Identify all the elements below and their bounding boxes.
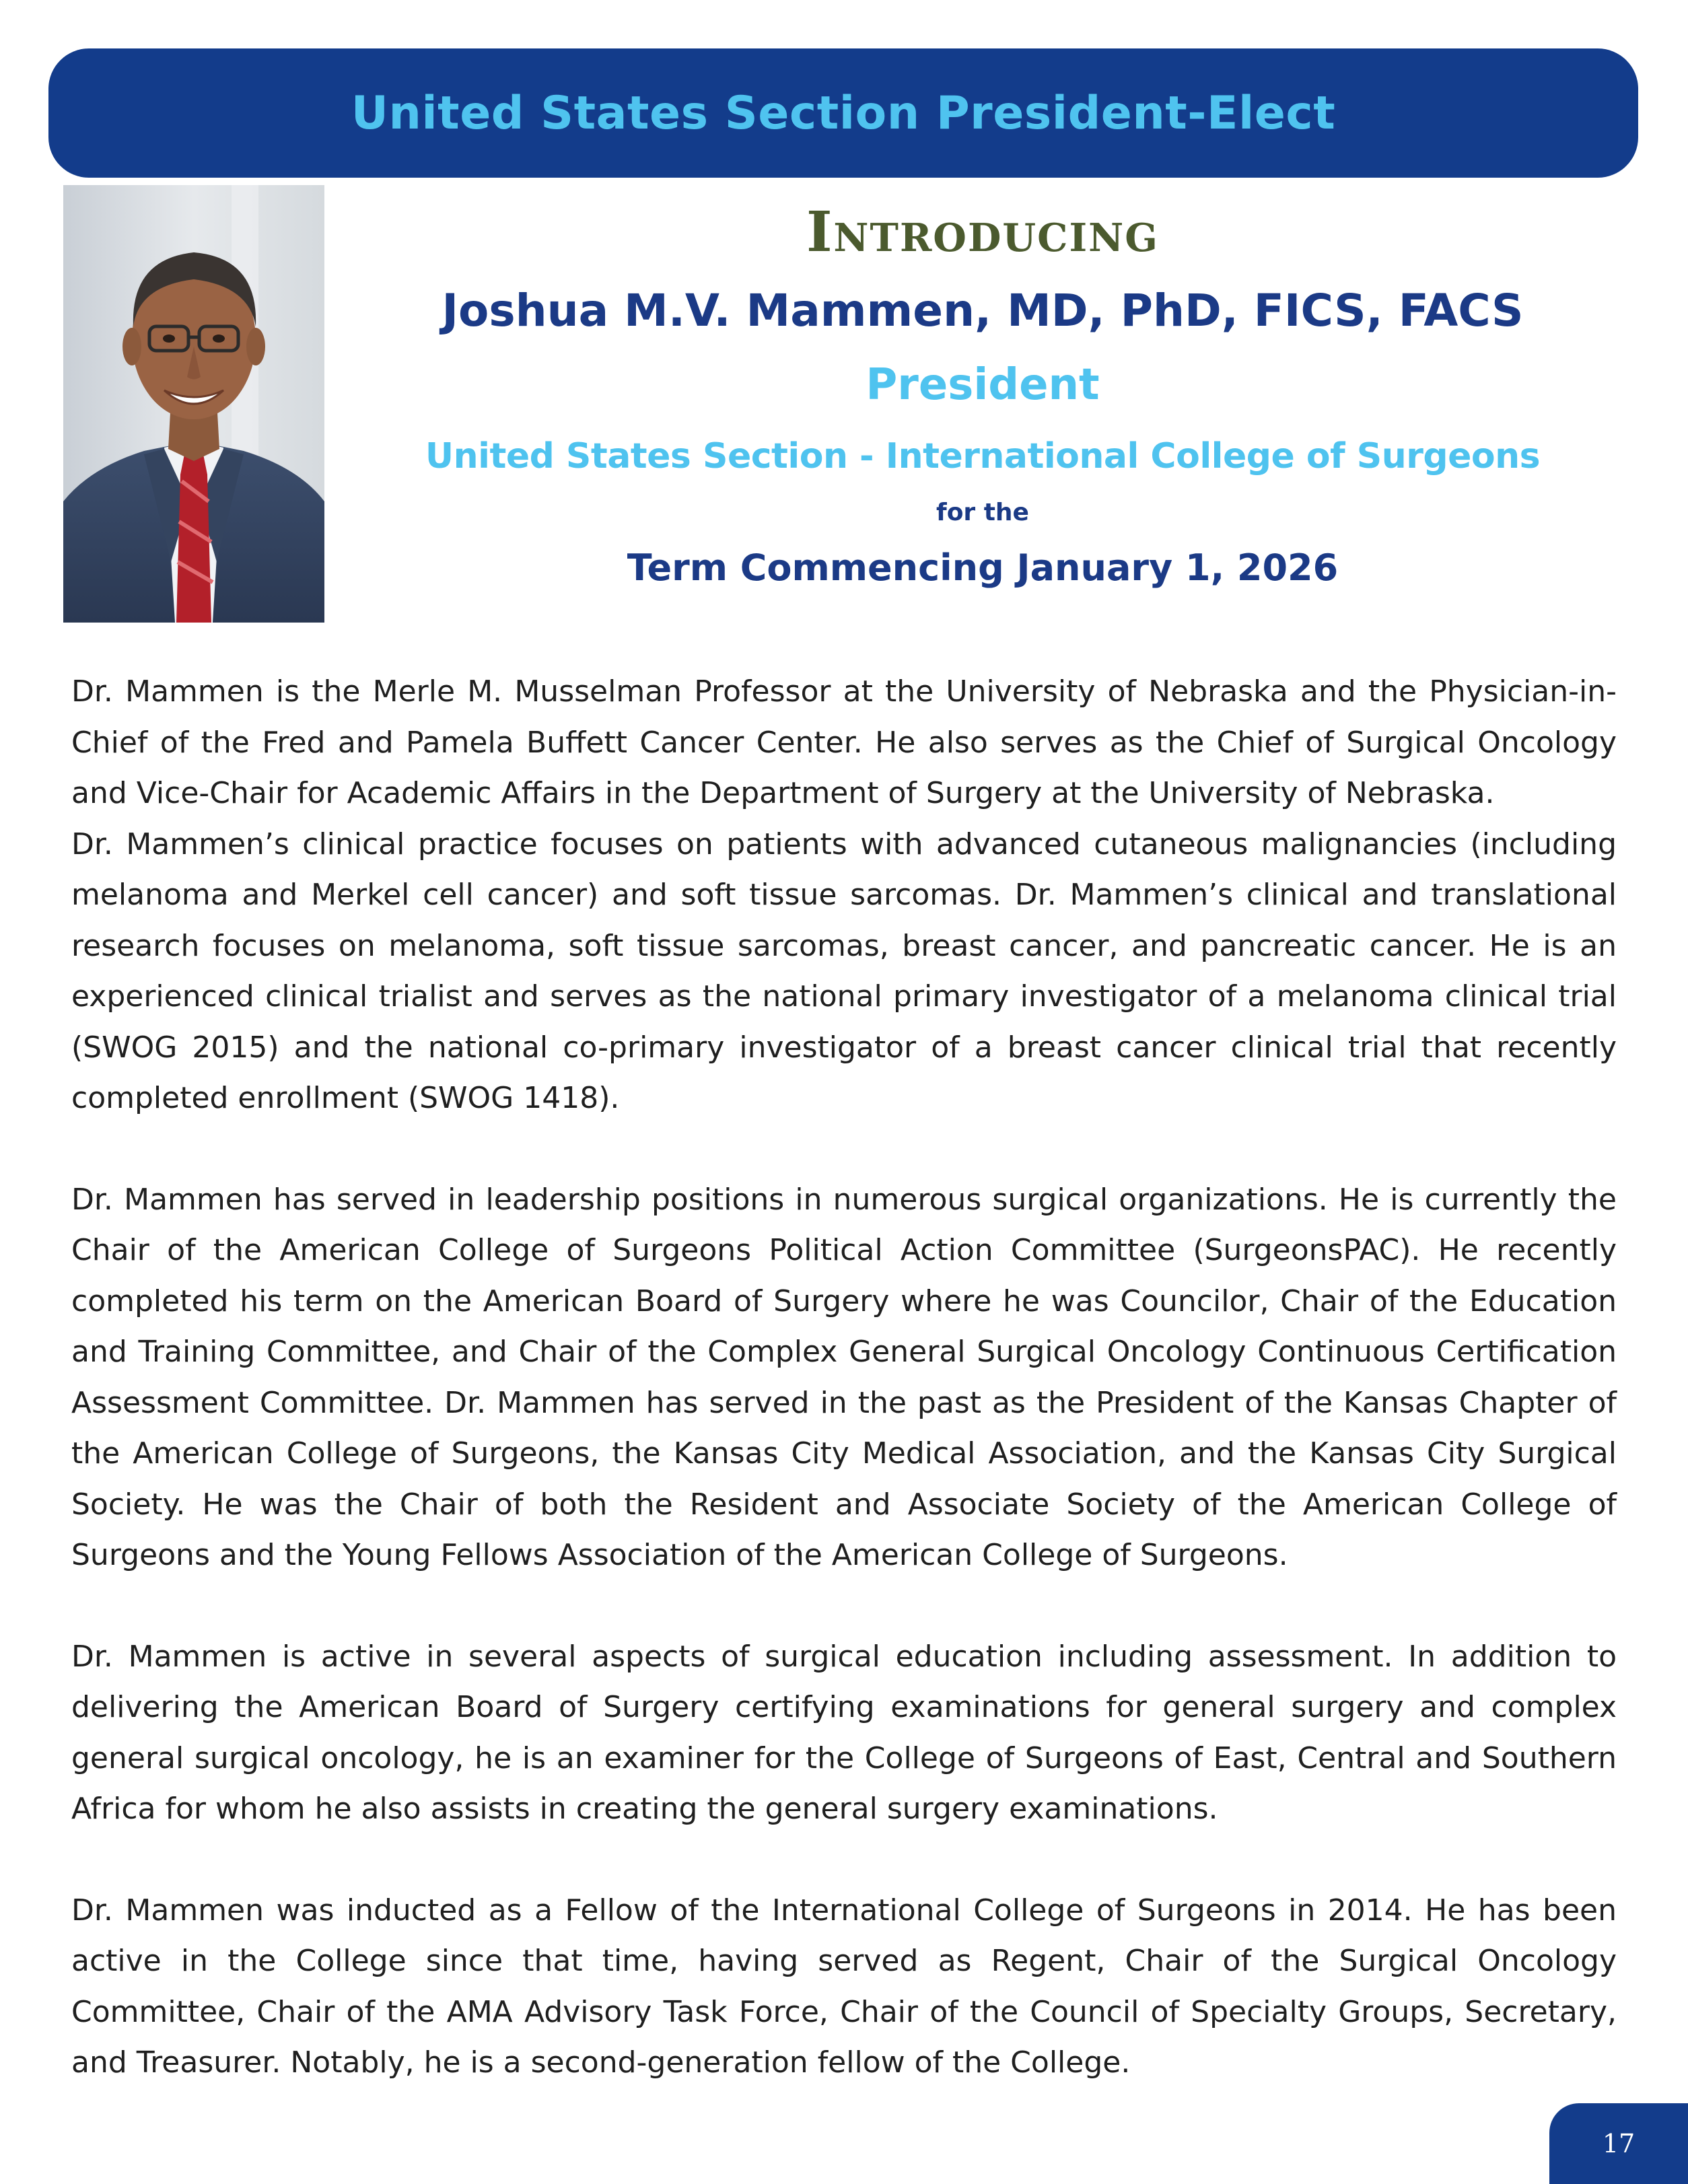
for-the-text: for the	[936, 499, 1029, 526]
biography-body	[71, 666, 1617, 2088]
banner-title: United States Section President-Elect	[351, 86, 1336, 140]
page-number-badge	[1549, 2103, 1688, 2184]
introducing-heading: Introducing	[806, 200, 1159, 265]
bio-paragraph: Dr. Mammen has served in leadership positions in numerous surgical organizations. He is currently the Chair of the American College of Surgeons Political Action Committee (SurgeonsPAC). He recently completed his term on the American Board of Surgery where he was Councilor, Chair of the Education and Training Committee, and Chair of the Complex General Surgical Oncology Continuous Certification Assessment Committee. Dr. Mammen has served in the past as the President of the Kansas Chapter of the American College of Surgeons, the Kansas City Medical Association, and the Kansas City Surgical Society. He was the Chair of both the Resident and Associate Society of the American College of Surgeons and the Young Fellows Association of the American College of Surgeons.	[71, 1182, 1617, 1572]
organization-name: United States Section - International College of Surgeons	[425, 436, 1541, 477]
bio-paragraph: Dr. Mammen’s clinical practice focuses on patients with advanced cutaneous malignancies (including melanoma and Merkel cell cancer) and soft tissue sarcomas. Dr. Mammen’s clinical and translational research focuses on melanoma, soft tissue sarcomas, breast cancer, and pancreatic cancer. He is an experienced clinical trialist and serves as the national primary investigator of a melanoma clinical trial (SWOG 2015) and the national co-primary investigator of a breast cancer clinical trial that recently completed enrollment (SWOG 1418).	[71, 826, 1617, 1115]
portrait-photo	[63, 185, 324, 623]
bio-paragraph: Dr. Mammen was inducted as a Fellow of the International College of Surgeons in 2014. He has been active in the College since that time, having served as Regent, Chair of the Surgical Oncology Committee, Chair of the AMA Advisory Task Force, Chair of the Council of Specialty Groups, Secretary, and Treasurer. Notably, he is a second-generation fellow of the College.	[71, 1893, 1617, 2080]
term-date: Term Commencing January 1, 2026	[627, 547, 1339, 589]
portrait-illustration	[63, 185, 324, 623]
role-title: President	[866, 360, 1100, 410]
bio-paragraph: Dr. Mammen is active in several aspects of surgical education including assessment. In addition to delivering the American Board of Surgery certifying examinations for general surgery and complex general surgical oncology, he is an examiner for the College of Surgeons of East, Central and Southern Africa for whom he also assists in creating the general surgery examinations.	[71, 1639, 1617, 1826]
page-number: 17	[1602, 2129, 1636, 2158]
header-banner	[48, 48, 1638, 178]
bio-paragraph: Dr. Mammen is the Merle M. Musselman Professor at the University of Nebraska and the Physician-in-Chief of the Fred and Pamela Buffett Cancer Center. He also serves as the Chief of Surgical Oncology and Vice-Chair for Academic Affairs in the Department of Surgery at the University of Nebraska.	[71, 674, 1617, 810]
introduction-block	[357, 195, 1609, 592]
person-name: Joshua M.V. Mammen, MD, PhD, FICS, FACS	[442, 285, 1524, 337]
